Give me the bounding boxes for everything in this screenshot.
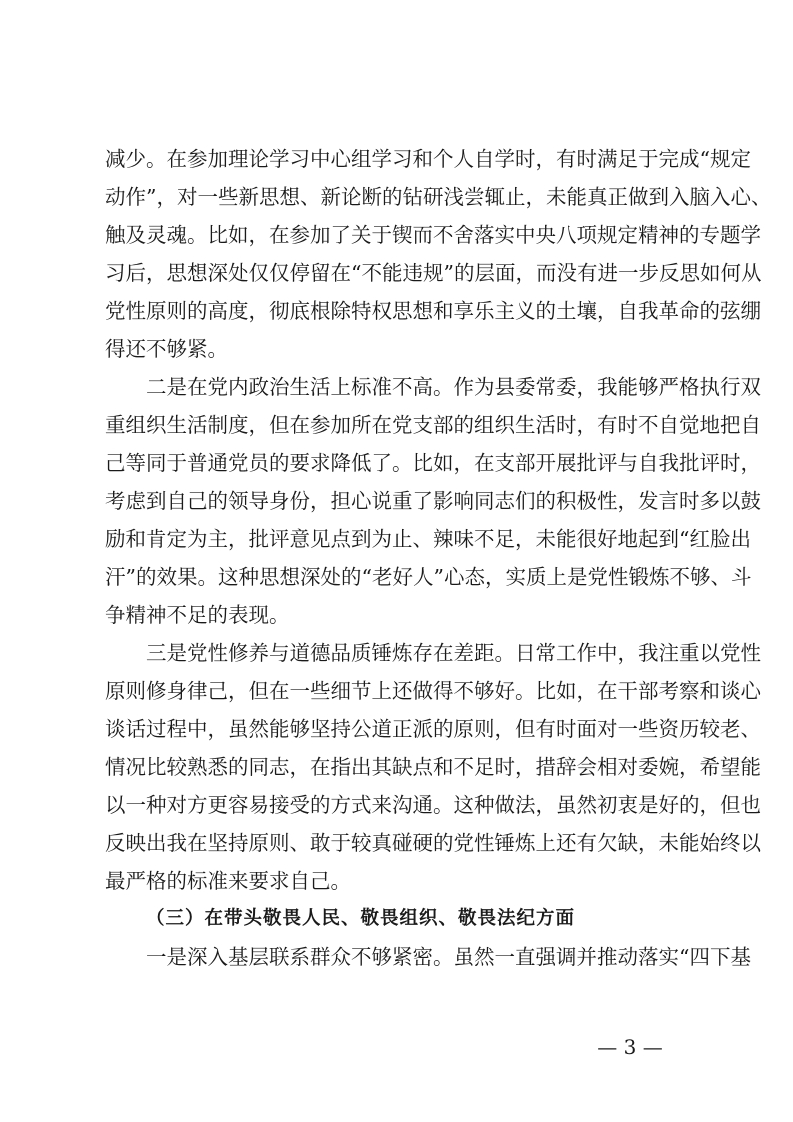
paragraph-line: 汗”的效果。这种思想深处的“老好人”心态，实质上是党性锻炼不够、斗 bbox=[105, 565, 752, 589]
paragraph-line: 党性原则的高度，彻底根除特权思想和享乐主义的土壤，自我革命的弦绷 bbox=[105, 299, 761, 323]
paragraph-line: 最严格的标准来要求自己。 bbox=[105, 869, 351, 893]
paragraph-line: 减少。在参加理论学习中心组学习和个人自学时，有时满足于完成“规定 bbox=[105, 147, 751, 171]
paragraph-line: 谈话过程中，虽然能够坚持公道正派的原则，但有时面对一些资历较老、 bbox=[105, 717, 761, 741]
paragraph-line: 争精神不足的表现。 bbox=[105, 603, 290, 627]
paragraph-line: 二是在党内政治生活上标准不高。作为县委常委，我能够严格执行双 bbox=[146, 375, 761, 399]
page-number: — 3 — bbox=[597, 1035, 663, 1059]
paragraph-line: 得还不够紧。 bbox=[105, 337, 228, 361]
paragraph-line: 励和肯定为主，批评意见点到为止、辣味不足，未能很好地起到“红脸出 bbox=[105, 527, 751, 551]
paragraph-line: 情况比较熟悉的同志，在指出其缺点和不足时，措辞会相对委婉，希望能 bbox=[105, 755, 761, 779]
paragraph-line: 重组织生活制度，但在参加所在党支部的组织生活时，有时不自觉地把自 bbox=[105, 413, 761, 437]
paragraph-line: 反映出我在坚持原则、敢于较真碰硬的党性锤炼上还有欠缺，未能始终以 bbox=[105, 831, 761, 855]
paragraph-line: 习后，思想深处仅仅停留在“不能违规”的层面，而没有进一步反思如何从 bbox=[105, 261, 762, 285]
paragraph-line: 一是深入基层联系群众不够紧密。虽然一直强调并推动落实“四下基 bbox=[146, 945, 751, 969]
paragraph-line: 己等同于普通党员的要求降低了。比如，在支部开展批评与自我批评时， bbox=[105, 451, 761, 475]
paragraph-line: 原则修身律己，但在一些细节上还做得不够好。比如，在干部考察和谈心 bbox=[105, 679, 761, 703]
paragraph-line: 动作”，对一些新思想、新论断的钻研浅尝辄止，未能真正做到入脑入心、 bbox=[105, 185, 772, 209]
paragraph-line: 以一种对方更容易接受的方式来沟通。这种做法，虽然初衷是好的，但也 bbox=[105, 793, 761, 817]
paragraph-line: 考虑到自己的领导身份，担心说重了影响同志们的积极性，发言时多以鼓 bbox=[105, 489, 761, 513]
paragraph-line: 触及灵魂。比如，在参加了关于锲而不舍落实中央八项规定精神的专题学 bbox=[105, 223, 761, 247]
paragraph-line: 三是党性修养与道德品质锤炼存在差距。日常工作中，我注重以党性 bbox=[146, 641, 761, 665]
section-heading: （三）在带头敬畏人民、敬畏组织、敬畏法纪方面 bbox=[146, 908, 576, 929]
